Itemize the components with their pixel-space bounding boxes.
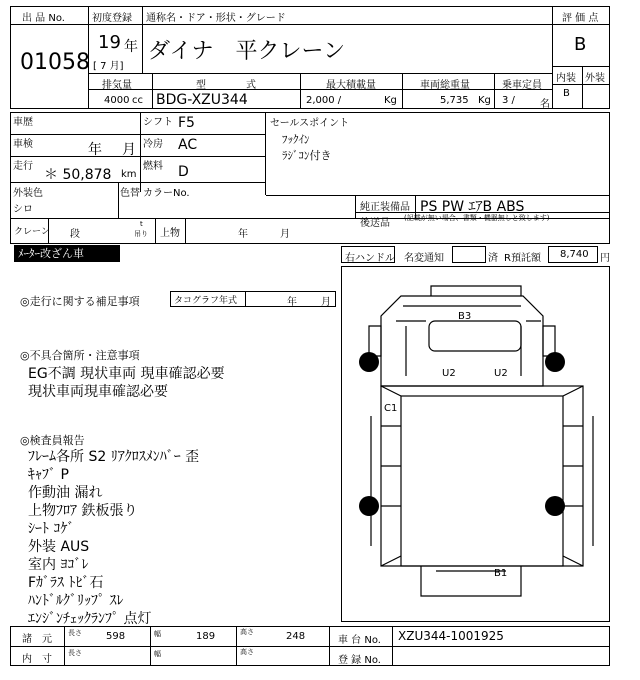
model-label: 型 式 <box>196 80 256 91</box>
capacity-label: 乗車定員 <box>502 80 542 91</box>
inspection-month-unit: 月 <box>122 142 136 158</box>
lot-label: 出 品 No. <box>22 13 65 24</box>
equipment-value: PS PW ｴｱB ABS <box>420 199 525 215</box>
inspector-line: ｴﾝｼﾞﾝﾁｪｯｸﾗﾝﾌﾟ 点灯 <box>28 611 152 627</box>
inspector-line: 上物ﾌﾛｱ 鉄板張り <box>28 503 138 519</box>
inspector-line: 外装 AUS <box>28 539 90 555</box>
ext-color-value: シロ <box>13 204 33 215</box>
inspector-line: ｷｬﾌﾞ P <box>28 467 69 483</box>
inspector-line: Fｶﾞﾗｽ ﾄﾋﾞ石 <box>28 575 104 591</box>
damage-mark: B3 <box>458 311 472 322</box>
height-label: 高さ <box>240 648 254 656</box>
exterior-label: 外装 <box>585 73 605 84</box>
ac-label: 冷房 <box>143 139 163 150</box>
recycle-value: 8,740 <box>560 249 589 260</box>
shift-value: F5 <box>178 115 195 131</box>
gross-weight-value: 5,735 <box>440 95 469 106</box>
first-reg-month: [ 7 月] <box>93 61 124 72</box>
history-label: 車歴 <box>13 117 33 128</box>
length-label: 長さ <box>68 629 82 637</box>
docs-label: 後送品 <box>360 218 390 229</box>
docs-note: (記載が無い場合、書類・機器無しと致します) <box>404 214 550 222</box>
capacity-unit: 名 <box>540 99 550 110</box>
first-reg-label: 初度登録 <box>92 13 132 24</box>
vehicle-name-label: 通称名・ドア・形状・グレード <box>146 13 286 24</box>
first-reg-year-unit: 年 <box>124 39 138 55</box>
tacho-year-unit: 年 <box>287 297 297 308</box>
inspector-line: 作動油 漏れ <box>28 485 103 501</box>
lot-number: 01058 <box>20 50 90 75</box>
outer-height: 248 <box>286 631 306 642</box>
fuel-label: 燃料 <box>143 161 163 172</box>
crane-label: クレーン <box>14 227 50 237</box>
sales-point-line: ﾗｼﾞｺﾝ付き <box>282 149 332 162</box>
upper-body-label: 上物 <box>160 228 180 239</box>
height-label: 高さ <box>240 628 254 636</box>
color-code-label: カラーNo. <box>143 188 190 199</box>
inspector-line: 室内 ﾖｺﾞﾚ <box>28 557 89 573</box>
shift-label: シフト <box>143 117 173 128</box>
gross-weight-label: 車両総重量 <box>420 80 470 91</box>
sales-point-line: ﾌｯｸｲﾝ <box>282 133 310 146</box>
gross-weight-unit: Kg <box>478 95 491 106</box>
name-change-label: 名変通知 <box>404 253 444 264</box>
max-load-label: 最大積載量 <box>326 80 376 91</box>
tacho-month-unit: 月 <box>321 297 331 308</box>
inspector-line: ﾊﾝﾄﾞﾙｸﾞﾘｯﾌﾟ ｽﾚ <box>28 593 124 609</box>
meter-tamper-badge: ﾒｰﾀｰ改ざん車 <box>14 245 120 262</box>
max-load-unit: Kg <box>384 95 397 106</box>
upper-body-month-unit: 月 <box>280 229 290 240</box>
inspection-year-unit: 年 <box>88 142 102 158</box>
inspector-line: ﾌﾚｰﾑ各所 S2 ﾘｱｸﾛｽﾒﾝﾊﾞｰ 歪 <box>28 449 200 465</box>
upper-body-year-unit: 年 <box>238 229 248 240</box>
mileage-value: ＊ 50,878 <box>44 167 112 183</box>
ac-value: AC <box>178 137 198 153</box>
mileage-label: 走行 <box>13 161 33 172</box>
crane-stage-unit: 段 <box>70 229 80 240</box>
damage-mark: C1 <box>384 403 398 414</box>
damage-mark: U2 <box>442 368 456 379</box>
score-label: 評 価 点 <box>562 13 599 24</box>
truck-outline-diagram <box>341 266 610 622</box>
recycle-prefix: 済 <box>488 253 498 264</box>
inspector-label: ◎検査員報告 <box>20 434 85 447</box>
tacho-label: タコグラフ年式 <box>174 296 238 306</box>
defect-line: EG不調 現状車両 現車確認必要 <box>28 366 225 382</box>
first-reg-year: 19 <box>98 32 121 53</box>
equipment-label: 純正装備品 <box>360 202 410 213</box>
displacement-unit: cc <box>132 95 143 106</box>
width-label: 幅 <box>154 650 161 658</box>
mileage-unit: km <box>121 169 137 180</box>
max-load-value: 2,000 / <box>306 95 342 106</box>
registration-label: 登 録 No. <box>338 655 381 666</box>
vehicle-name: ダイナ 平クレーン <box>148 39 346 64</box>
inspection-label: 車検 <box>13 139 33 150</box>
crane-hoist-unit: 吊り <box>134 230 148 238</box>
defect-line: 現状車両現車確認必要 <box>28 384 168 400</box>
inner-dims-label: 内 寸 <box>22 654 52 665</box>
chassis-label: 車 台 No. <box>338 635 381 646</box>
damage-mark: U2 <box>494 368 508 379</box>
crane-ton-unit: t <box>140 220 143 228</box>
outer-dims-label: 諸 元 <box>22 634 52 645</box>
displacement-label: 排気量 <box>102 80 132 91</box>
recycle-label: R預託額 <box>504 253 541 264</box>
length-label: 長さ <box>68 649 82 657</box>
recycle-unit: 円 <box>600 253 610 264</box>
outer-width: 189 <box>196 631 216 642</box>
chassis-number: XZU344-1001925 <box>398 629 504 643</box>
defects-label: ◎不具合箇所・注意事項 <box>20 349 140 362</box>
interior-score: B <box>563 88 570 99</box>
capacity-value: 3 / <box>502 95 515 106</box>
steering-side: 右ハンドル <box>345 253 395 264</box>
model-value: BDG-XZU344 <box>156 92 248 108</box>
fuel-value: D <box>178 164 189 180</box>
driving-notes-label: ◎走行に関する補足事項 <box>20 295 140 308</box>
damage-mark: B1 <box>494 568 508 579</box>
outer-length: 598 <box>106 631 126 642</box>
inspector-line: ｼｰﾄ ｺｹﾞ <box>28 521 75 537</box>
color-change-label: 色替 <box>120 188 140 199</box>
interior-label: 内装 <box>556 73 576 84</box>
score-value: B <box>574 34 587 55</box>
width-label: 幅 <box>154 630 161 638</box>
displacement-value: 4000 <box>104 95 130 106</box>
ext-color-label: 外装色 <box>13 188 43 199</box>
sales-point-label: セールスポイント <box>270 118 350 129</box>
